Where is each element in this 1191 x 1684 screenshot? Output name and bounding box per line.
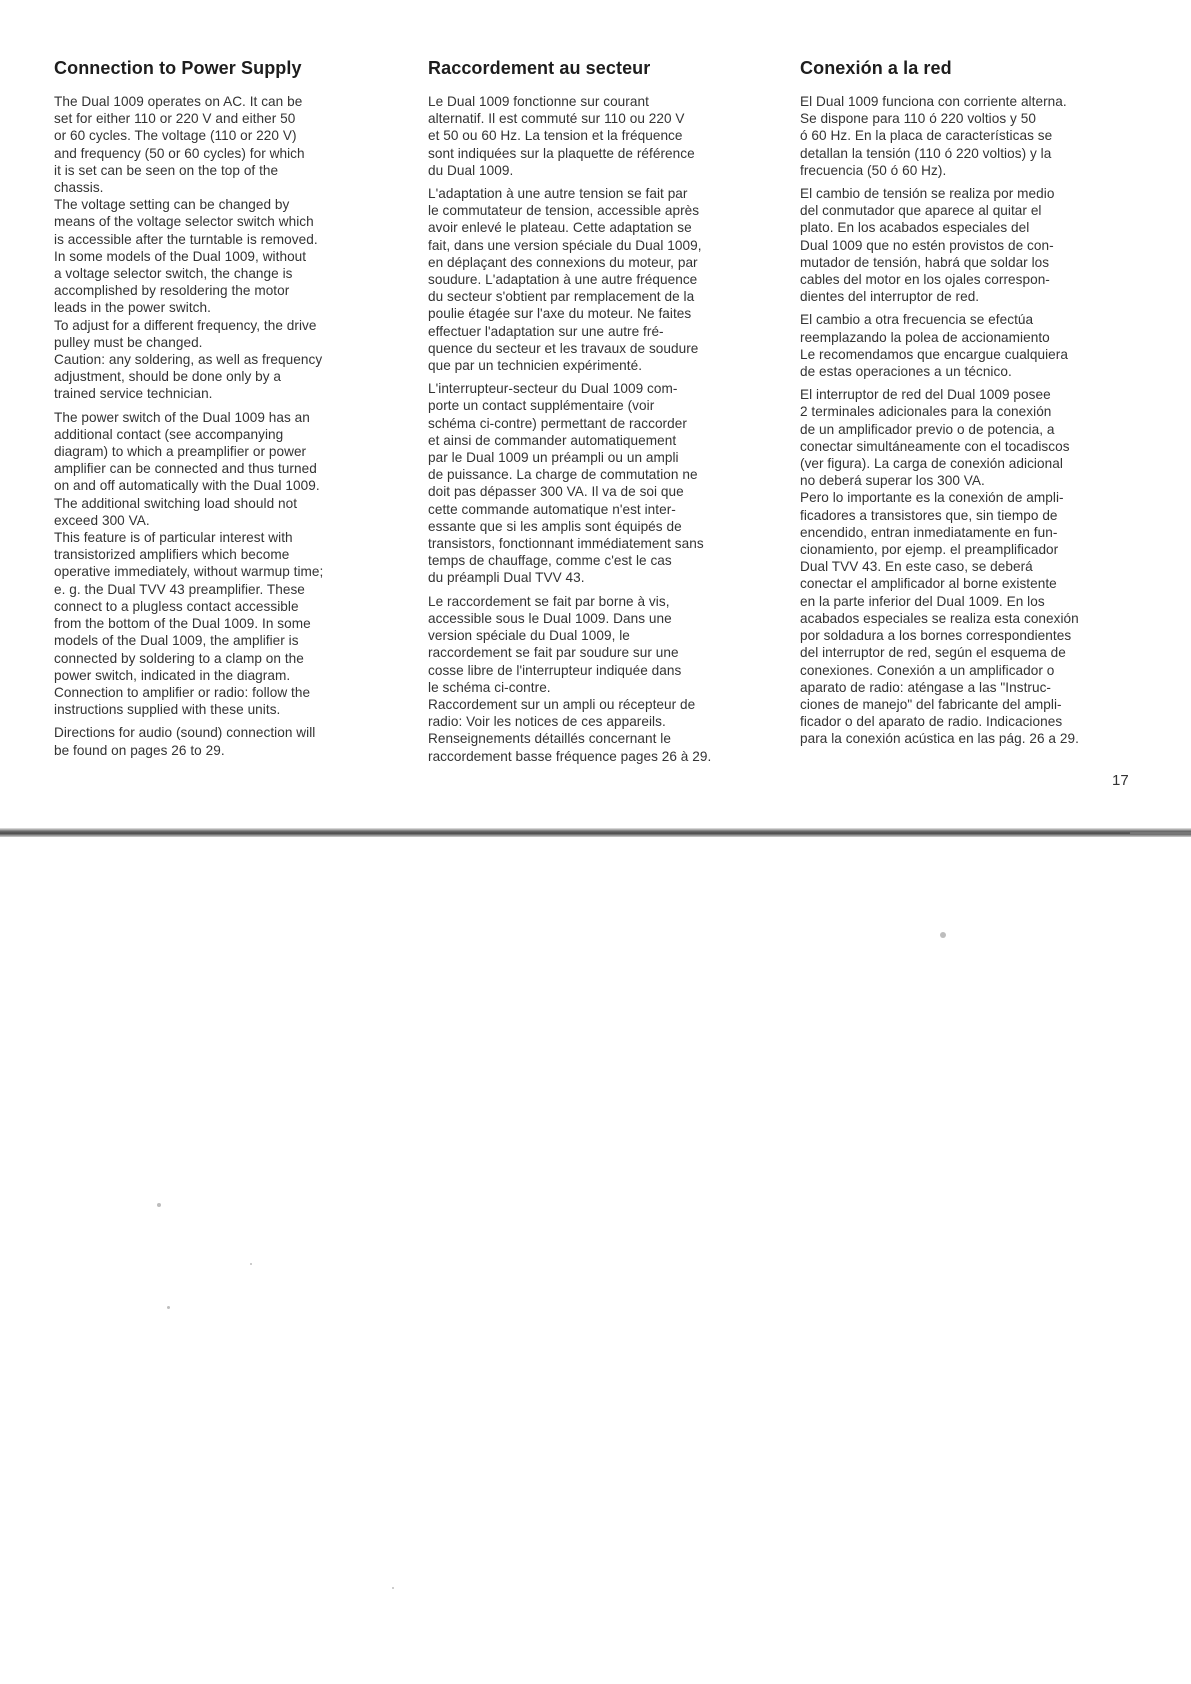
english-paragraph: The power switch of the Dual 1009 has an additional contact (see accompanying diagram) to which a preamplifier or power amplifier can be connected and thus turned on and off automatically with the Dual 1009. The additional switching load should not exceed 300 VA. This feature is of particular interest with transistorized amplifiers which become operative immediately, without warmup time; e. g. the Dual TVV 43 preamplifier. These connect to a plugless contact accessible from the bottom of the Dual 1009. In some models of the Dual 1009, the amplifier is connected by soldering to a clamp on the power switch, indicated in the diagram. Connection to amplifier or radio: follow the instructions supplied with these units. [54,409,324,718]
spanish-paragraph: El cambio de tensión se realiza por medio del conmutador que aparece al quitar el plato. En los acabados especiales del Dual 1009 que no estén provistos de con- mutador de tensión, habrá que soldar los cables del motor en los ojales correspon- dientes del interruptor de red. [800,186,1055,305]
spanish-paragraph: El interruptor de red del Dual 1009 posee 2 terminales adicionales para la conexión de un amplificador previo o de potencia, a conectar simultáneamente con el tocadiscos (ver figura). La carga de conexión adicional no deberá superar los 300 VA. Pero lo importante es la conexión de ampli- ficadores a transistores que, sin tiempo de encendido, entran inmediatamente en fun- cionamiento, por ejemp. el preamplificador Dual TVV 43. En este caso, se deberá conectar el amplificador al borne existente en la parte inferior del Dual 1009. En los acabados especiales se realiza esta conexión por soldadura a los bornes correspondientes del interruptor de red, según el esquema de conexiones. Conexión a un amplificador o aparato de radio: aténgase a las "Instruc- ciones de manejo" del fabricante del ampli- ficador o del aparato de radio. Indicaciones para la conexión acústica en las pág. 26 a 29. [800,387,1079,747]
scan-speck [157,1203,161,1207]
scan-speck [392,1587,394,1589]
english-paragraph: The Dual 1009 operates on AC. It can be set for either 110 or 220 V and either 50 or 60 cycles. The voltage (110 or 220 V) and frequency (50 or 60 cycles) for which it is set can be seen on the top of the chassis. The voltage setting can be changed by means of the voltage selector switch which is accessible after the turntable is removed. In some models of the Dual 1009, without a voltage selector switch, the change is accomplished by resoldering the motor leads in the power switch. To adjust for a different frequency, the drive pulley must be changed. Caution: any soldering, as well as frequency adjustment, should be done only by a trained service technician. [54,94,323,402]
spanish-paragraph: El cambio a otra frecuencia se efectúa reemplazando la polea de accionamiento Le recomendamos que encargue cualquiera de estas operaciones a un técnico. [800,312,1068,380]
french-paragraph: L'adaptation à une autre tension se fait par le commutateur de tension, accessible après avoir enlevé le plateau. Cette adaptation se fait, dans une version spéciale du Dual 1009, en déplaçant des connexions du moteur, par soudure. L'adaptation à une autre fréquence du secteur s'obtient par remplacement de la poulie étagée sur l'axe du moteur. Ne faites effectuer l'adaptation sur une autre fré- quence du secteur et les travaux de soudure que par un technicien expérimenté. [428,186,702,374]
scan-speck [250,1263,252,1265]
page-number: 17 [1112,772,1129,789]
page-edge-divider [0,828,1191,837]
english-paragraph: Directions for audio (sound) connection will be found on pages 26 to 29. [54,725,316,758]
spanish-column [800,58,1136,754]
english-heading: Connection to Power Supply [54,58,302,78]
scan-speck [940,932,946,938]
french-column [428,58,768,771]
spanish-heading: Conexión a la red [800,58,952,78]
scan-speck [167,1306,170,1309]
english-column [54,58,390,765]
spanish-paragraph: El Dual 1009 funciona con corriente alterna. Se dispone para 110 ó 220 voltios y 50 ó 60 Hz. En la placa de características se detallan la tensión (110 ó 220 voltios) y la frecuencia (50 ó 60 Hz). [800,94,1067,178]
french-heading: Raccordement au secteur [428,58,651,78]
french-paragraph: L'interrupteur-secteur du Dual 1009 com- porte un contact supplémentaire (voir schéma ci-contre) permettant de raccorder et ainsi de commander automatiquement par le Dual 1009 un préampli ou un ampli de puissance. La charge de commutation ne doit pas dépasser 300 VA. Il va de soi que cette commande automatique n'est inter- essante que si les amplis sont équipés de transistors, fonctionnant immédiatement sans temps de chauffage, comme c'est le cas du préampli Dual TVV 43. [428,381,704,586]
french-paragraph: Le Dual 1009 fonctionne sur courant alternatif. Il est commuté sur 110 ou 220 V et 50 ou 60 Hz. La tension et la fréquence sont indiquées sur la plaquette de référence du Dual 1009. [428,94,695,178]
page-edge-divider-tail [1130,832,1191,834]
french-paragraph: Le raccordement se fait par borne à vis, accessible sous le Dual 1009. Dans une version spéciale du Dual 1009, le raccordement se fait par soudure sur une cosse libre de l'interrupteur indiquée dans le schéma ci-contre. Raccordement sur un ampli ou récepteur de radio: Voir les notices de ces appareils. Renseignements détaillés concernant le raccordement basse fréquence pages 26 à 29. [428,593,712,764]
